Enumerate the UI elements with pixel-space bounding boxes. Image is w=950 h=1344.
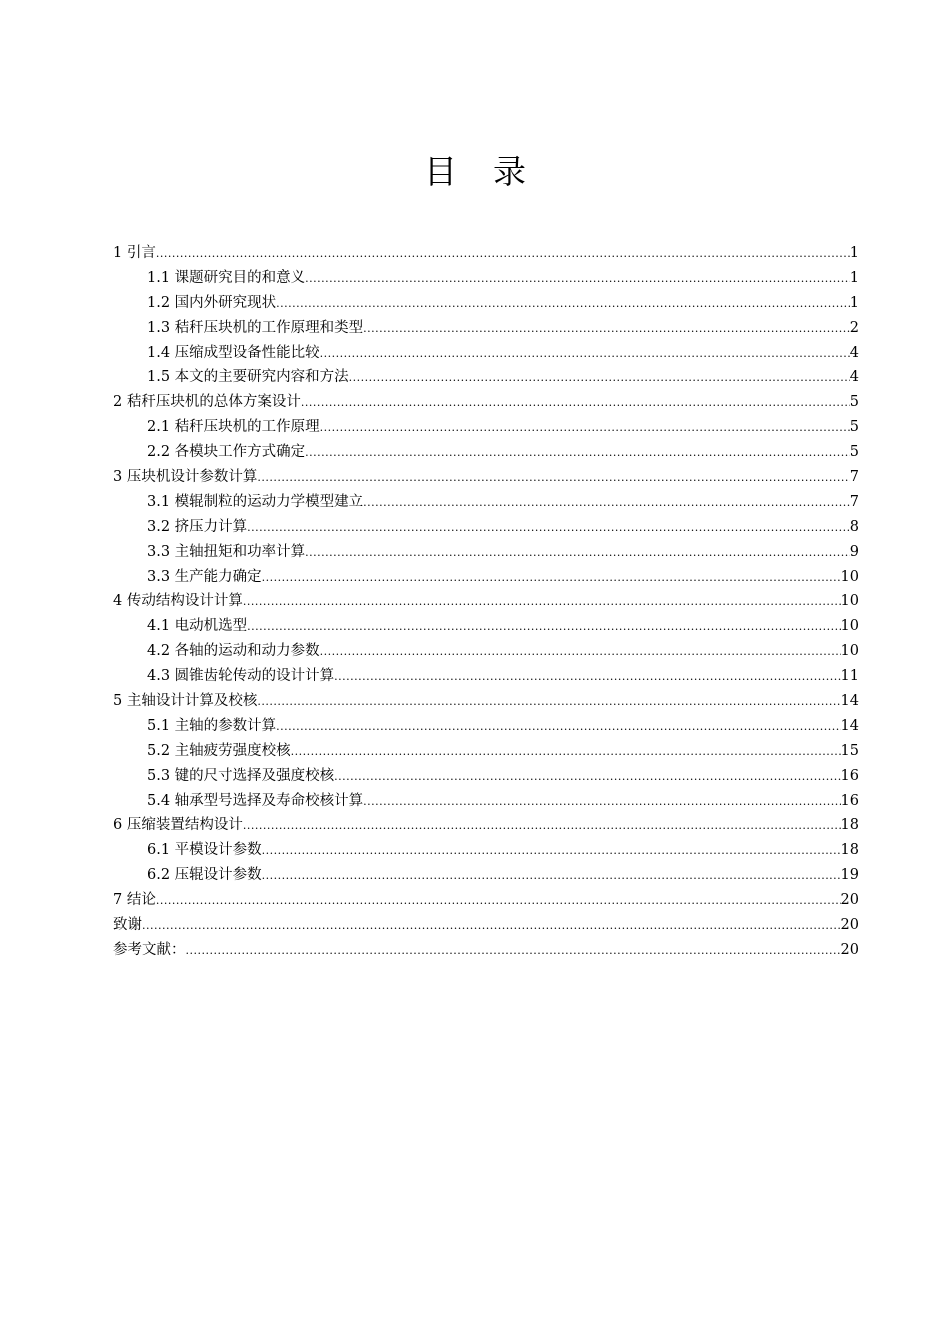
toc-entry[interactable]	[113, 938, 859, 963]
dot-leader	[305, 267, 850, 291]
toc-entry-label: 5.2 主轴疲劳强度校核	[147, 742, 291, 759]
dot-leader	[142, 914, 841, 938]
toc-entry[interactable]	[113, 565, 859, 590]
dot-leader	[262, 839, 841, 863]
toc-entry-label: 4 传动结构设计计算	[113, 593, 243, 610]
dot-leader	[156, 242, 850, 266]
toc-entry-page: 10	[840, 568, 859, 585]
toc-entry-label: 1.2 国内外研究现状	[147, 294, 277, 311]
toc-entry-page: 16	[840, 767, 859, 784]
toc-entry-page: 18	[840, 817, 859, 834]
dot-leader	[262, 864, 841, 888]
toc-entry-page: 14	[840, 717, 859, 734]
toc-entry-label: 4.2 各轴的运动和动力参数	[147, 643, 320, 660]
toc-entry[interactable]	[113, 813, 859, 838]
toc-entry-label: 4.1 电动机选型	[147, 618, 248, 635]
dot-leader	[334, 665, 840, 689]
dot-leader	[349, 366, 850, 390]
toc-entry[interactable]	[113, 863, 859, 888]
toc-entry-label: 3 压块机设计参数计算	[113, 469, 258, 486]
toc-entry[interactable]	[113, 241, 859, 266]
toc-entry[interactable]	[113, 664, 859, 689]
toc-entry-label: 5.3 键的尺寸选择及强度校核	[147, 767, 335, 784]
toc-entry-label: 6 压缩装置结构设计	[113, 817, 243, 834]
toc-entry-label: 1.1 课题研究目的和意义	[147, 269, 306, 286]
toc-entry-page: 4	[849, 369, 859, 386]
page-title	[0, 146, 950, 193]
toc-entry[interactable]	[113, 789, 859, 814]
toc-entry[interactable]	[113, 714, 859, 739]
toc-entry-page: 7	[849, 493, 859, 510]
toc-entry[interactable]	[113, 639, 859, 664]
toc-entry-page: 20	[840, 892, 859, 909]
dot-leader	[320, 342, 850, 366]
toc-entry-page: 20	[840, 941, 859, 958]
toc-entry-page: 1	[849, 245, 859, 261]
toc-entry-label: 5.1 主轴的参数计算	[147, 717, 277, 734]
toc-entry-label: 1.3 秸秆压块机的工作原理和类型	[147, 319, 364, 336]
toc-entry-page: 8	[849, 518, 859, 535]
toc-entry-label: 5 主轴设计计算及校核	[113, 693, 258, 710]
dot-leader	[363, 790, 840, 814]
toc-entry-page: 15	[840, 742, 859, 759]
toc-entry[interactable]	[113, 415, 859, 440]
toc-entry-label: 致谢	[113, 917, 142, 934]
table-of-contents	[113, 241, 859, 963]
dot-leader	[320, 640, 841, 664]
toc-entry-page: 16	[840, 792, 859, 809]
toc-entry-page: 5	[849, 419, 859, 436]
toc-entry[interactable]	[113, 291, 859, 316]
dot-leader	[257, 690, 840, 714]
dot-leader	[305, 441, 850, 465]
dot-leader	[257, 466, 849, 490]
toc-entry-label: 1.4 压缩成型设备性能比较	[147, 344, 320, 361]
toc-entry-label: 3.3 生产能力确定	[147, 568, 262, 585]
toc-entry-label: 1 引言	[113, 245, 156, 261]
title-char: 目	[424, 152, 457, 191]
toc-entry-label: 4.3 圆锥齿轮传动的设计计算	[147, 668, 335, 685]
toc-entry[interactable]	[113, 589, 859, 614]
toc-entry[interactable]	[113, 913, 859, 938]
dot-leader	[363, 317, 850, 341]
dot-leader	[243, 814, 841, 838]
toc-entry-label: 1.5 本文的主要研究内容和方法	[147, 369, 349, 386]
toc-entry[interactable]	[113, 689, 859, 714]
dot-leader	[305, 541, 850, 565]
dot-leader	[243, 590, 841, 614]
toc-entry-label: 参考文献：	[113, 941, 186, 958]
toc-entry[interactable]	[113, 888, 859, 913]
toc-entry-label: 2 秸秆压块机的总体方案设计	[113, 394, 301, 411]
toc-entry[interactable]	[113, 341, 859, 366]
dot-leader	[363, 491, 850, 515]
dot-leader	[301, 391, 850, 415]
toc-entry-page: 19	[840, 867, 859, 884]
toc-entry-page: 14	[840, 693, 859, 710]
toc-entry[interactable]	[113, 614, 859, 639]
toc-entry-page: 11	[840, 668, 859, 685]
toc-entry[interactable]	[113, 465, 859, 490]
toc-entry-label: 5.4 轴承型号选择及寿命校核计算	[147, 792, 364, 809]
toc-entry-label: 2.2 各模块工作方式确定	[147, 444, 306, 461]
toc-entry[interactable]	[113, 764, 859, 789]
dot-leader	[291, 740, 841, 764]
dot-leader	[247, 615, 840, 639]
dot-leader	[247, 516, 850, 540]
toc-entry[interactable]	[113, 266, 859, 291]
toc-entry-page: 7	[849, 469, 859, 486]
toc-entry[interactable]	[113, 515, 859, 540]
dot-leader	[334, 765, 840, 789]
toc-entry-label: 2.1 秸秆压块机的工作原理	[147, 419, 320, 436]
toc-entry[interactable]	[113, 838, 859, 863]
toc-entry[interactable]	[113, 440, 859, 465]
toc-entry-page: 5	[849, 444, 859, 461]
toc-entry-page: 10	[840, 618, 859, 635]
dot-leader	[320, 416, 850, 440]
toc-entry-page: 18	[840, 842, 859, 859]
toc-entry-page: 10	[840, 643, 859, 660]
toc-entry-page: 1	[849, 269, 859, 286]
toc-entry-page: 5	[849, 394, 859, 411]
dot-leader	[262, 566, 841, 590]
toc-entry-page: 20	[840, 917, 859, 934]
toc-entry-page: 2	[849, 319, 859, 336]
toc-entry-label: 3.2 挤压力计算	[147, 518, 248, 535]
toc-entry-label: 3.3 主轴扭矩和功率计算	[147, 543, 306, 560]
toc-entry-label: 3.1 模辊制粒的运动力学模型建立	[147, 493, 364, 510]
toc-entry[interactable]	[113, 540, 859, 565]
toc-entry[interactable]	[113, 490, 859, 515]
dot-leader	[186, 939, 841, 963]
toc-entry[interactable]	[113, 316, 859, 341]
dot-leader	[276, 292, 850, 316]
toc-entry-label: 6.1 平模设计参数	[147, 842, 262, 859]
toc-entry[interactable]	[113, 365, 859, 390]
toc-entry-page: 1	[849, 294, 859, 311]
toc-entry-page: 10	[840, 593, 859, 610]
toc-entry[interactable]	[113, 739, 859, 764]
toc-entry-label: 7 结论	[113, 892, 156, 909]
title-char: 录	[493, 152, 526, 191]
toc-entry-page: 9	[849, 543, 859, 560]
toc-entry[interactable]	[113, 390, 859, 415]
toc-entry-label: 6.2 压辊设计参数	[147, 867, 262, 884]
dot-leader	[156, 889, 841, 913]
dot-leader	[276, 715, 840, 739]
toc-entry-page: 4	[849, 344, 859, 361]
